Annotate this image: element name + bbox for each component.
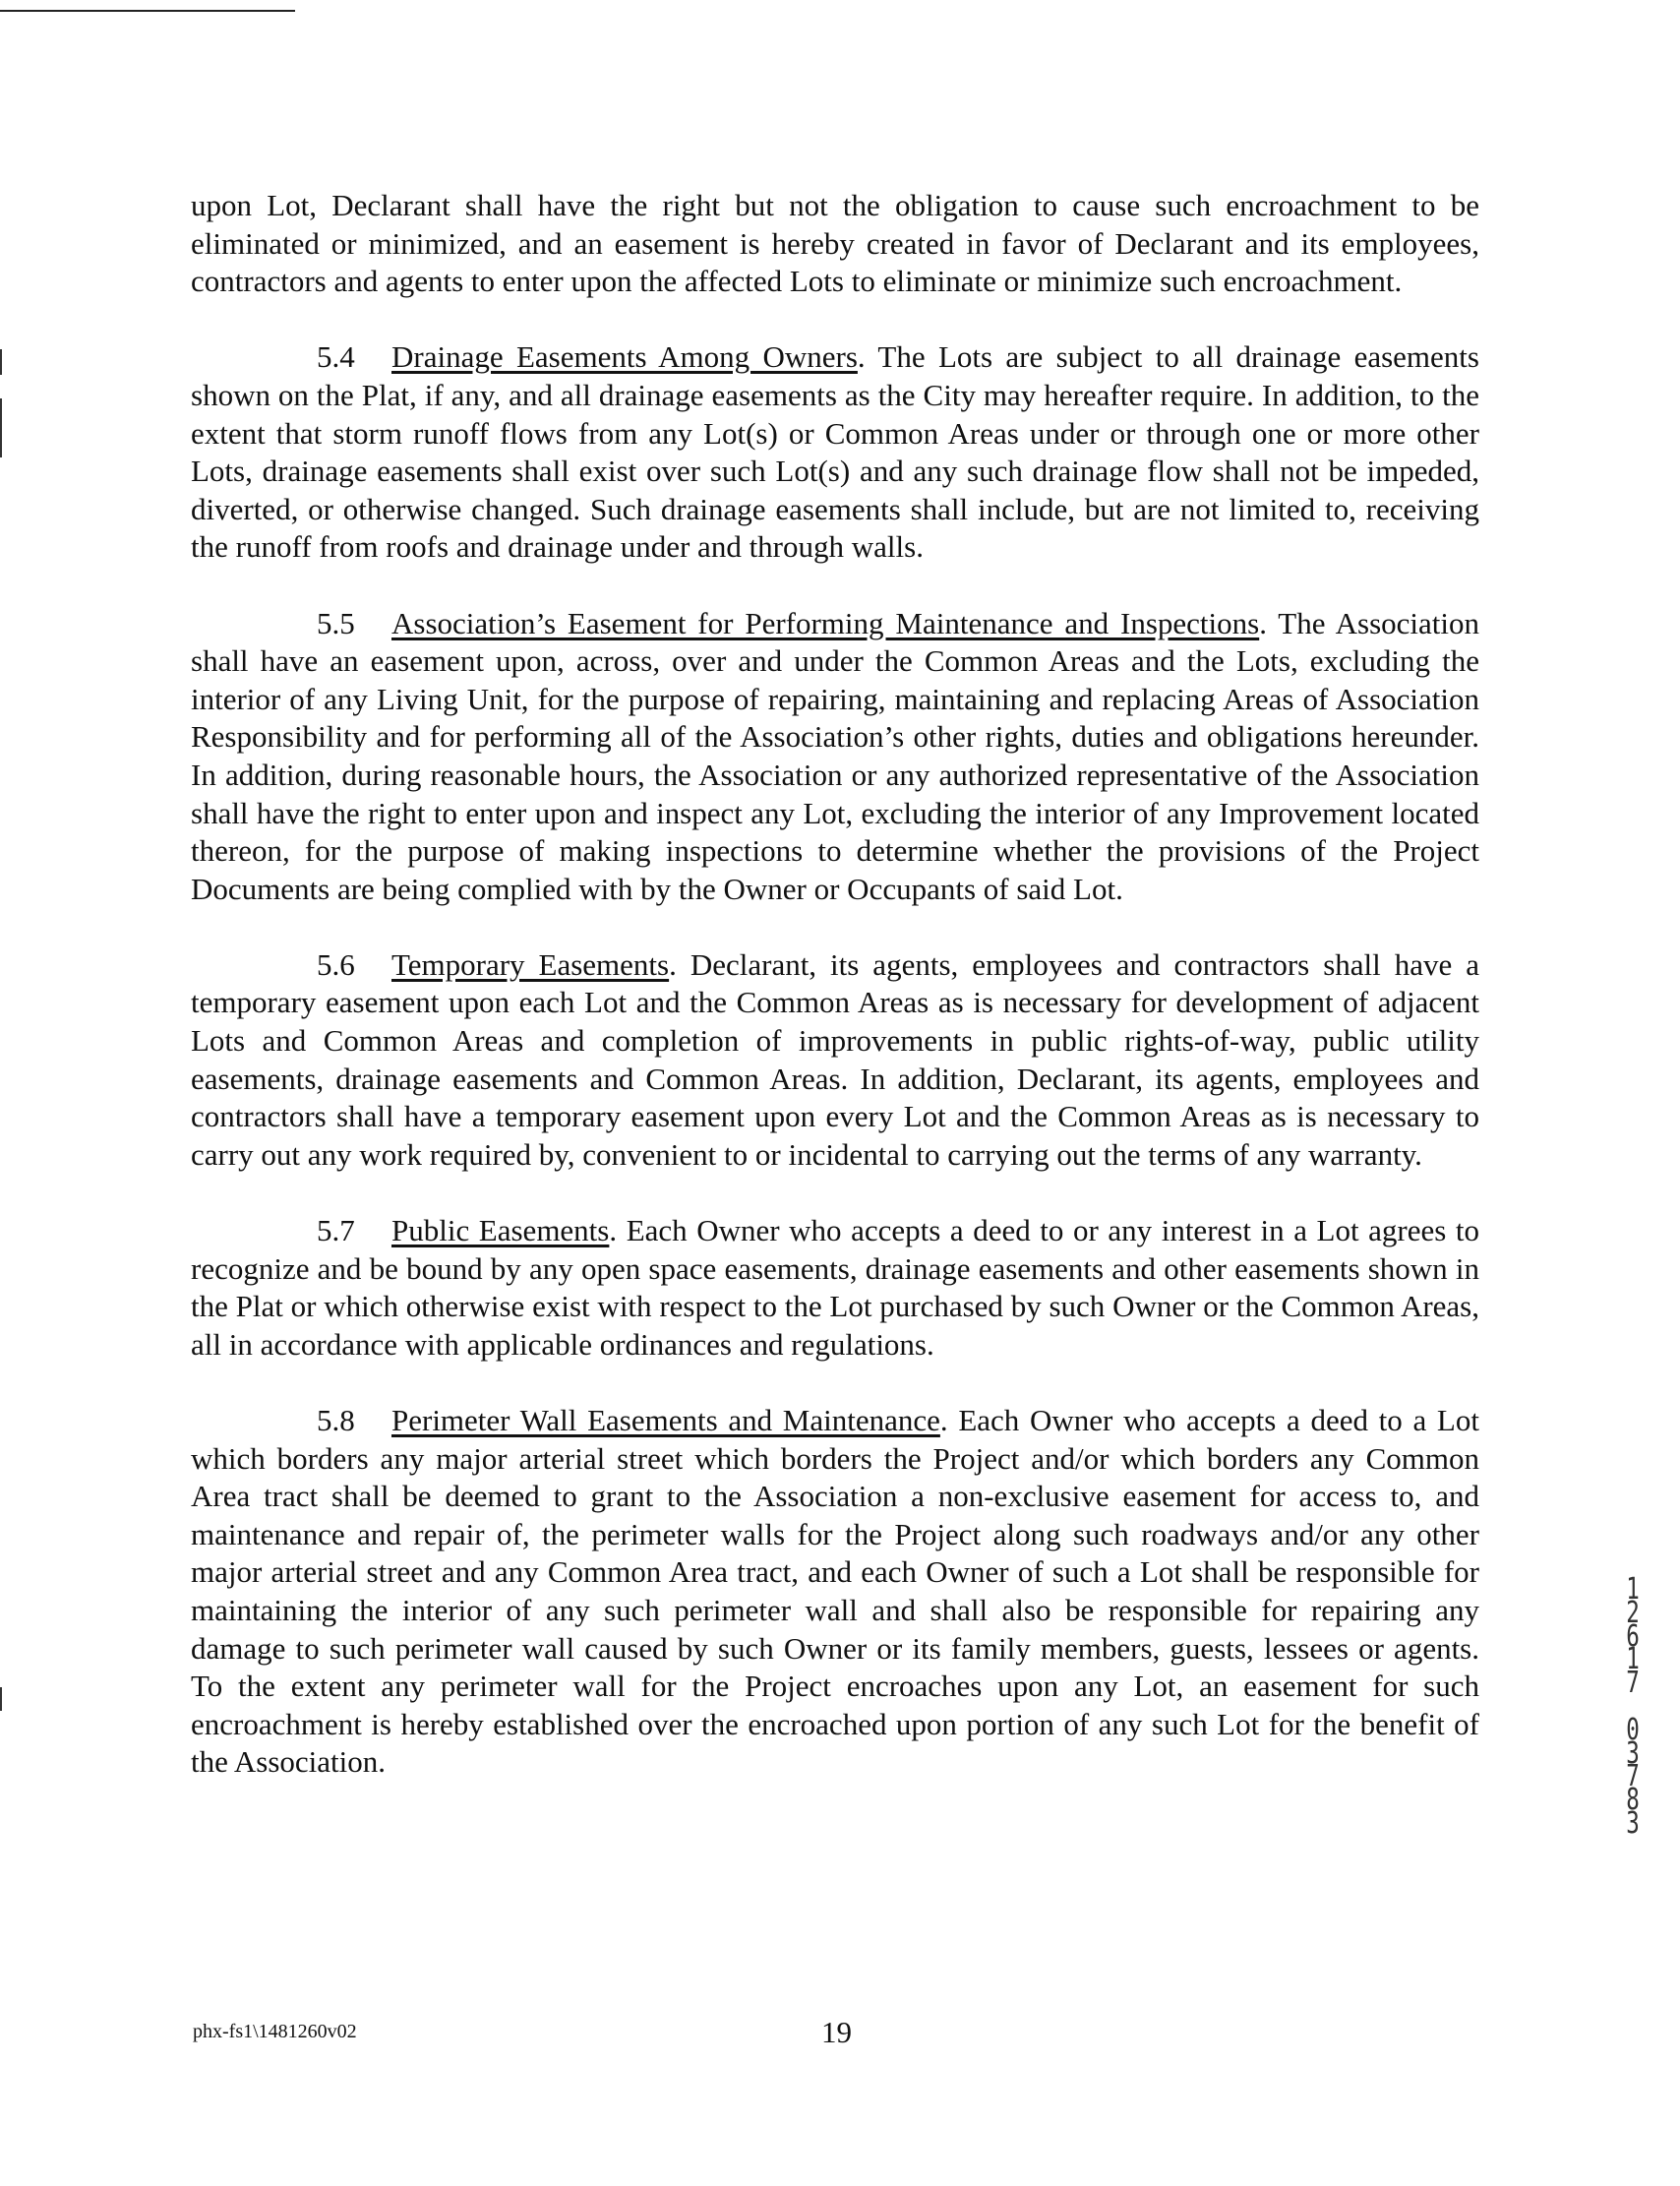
section-title: Drainage Easements Among Owners (391, 339, 858, 375)
section-title: Temporary Easements (391, 946, 670, 982)
section-text: . Declarant, its agents, employees and contractors shall have a temporary easement upon each Lot and the Common Areas as is necessary for development of adjacent Lots and Common Areas and completion of improvements in public rights-of-way, public utility easements, drainage easements and Common Areas. In addition, Declarant, its agents, employees and contractors shall have a temporary easement upon every Lot and the Common Areas as is necessary to carry out any work required by, convenient to or incidental to carrying out the terms of any warranty. (191, 946, 1480, 1172)
section-text: . The Association shall have an easement upon, across, over and under the Common Areas and the Lots, excluding the interior of any Living Unit, for the purpose of repairing, maintaining and replacing Areas of Association Responsibility and for performing all of the Association’s other rights, duties and obligations hereunder. In addition, during reasonable hours, the Association or any authorized representative of the Association shall have the right to enter upon and inspect any Lot, excluding the interior of any Improvement located thereon, for the purpose of making inspections to determine whether the provisions of the Project Documents are being complied with by the Owner or Occupants of said Lot. (191, 605, 1480, 906)
recording-stamp (1622, 1572, 1645, 1841)
continuation-paragraph: upon Lot, Declarant shall have the right but not the obligation to cause such encroachment to be eliminated or minimized, and an easement is hereby created in favor of Declarant and its employees, contractors and agents to enter upon the affected Lots to eliminate or minimize such encroachment. (191, 188, 1479, 299)
section-text: . Each Owner who accepts a deed to or any interest in a Lot agrees to recognize and be bound by any open space easements, drainage easements and other easements shown in the Plat or which otherwise exist with respect to the Lot purchased by such Owner or the Common Areas, all in accordance with applicable ordinances and regulations. (191, 1213, 1479, 1362)
footer-document-id: phx-fs1\1481260v02 (193, 2021, 357, 2042)
recording-stamp-page: 03783 (1626, 1712, 1640, 1841)
left-edge-mark (0, 1687, 2, 1711)
section-number: 5.8 (317, 1403, 355, 1437)
recording-stamp-book: 12617 (1626, 1572, 1640, 1701)
section-number: 5.6 (317, 946, 355, 982)
section-5-6 (191, 946, 1479, 1175)
page-number: 19 (821, 2015, 852, 2049)
section-text: . Each Owner who accepts a deed to a Lot which borders any major arterial street which borders the Project and/or which borders any Common Area tract shall be deemed to grant to the Association a non-exclusive easement for access to, and maintenance and repair of, the perimeter walls for the Project along such roadways and/or any other major arterial street and any Common Area tract, and each Owner of such a Lot shall be responsible for maintaining the interior of any such perimeter wall and shall also be responsible for repairing any damage to such perimeter wall caused by such Owner or its family members, guests, lessees or agents. To the extent any perimeter wall for the Project encroaches upon any Lot, an easement for such encroachment is hereby established over the encroached upon portion of any such Lot for the benefit of the Association. (191, 1403, 1479, 1780)
section-title: Perimeter Wall Easements and Maintenance (391, 1403, 940, 1437)
section-5-5 (191, 605, 1479, 909)
top-edge-rule (0, 10, 295, 12)
section-5-4 (191, 338, 1479, 567)
section-5-7 (191, 1212, 1479, 1364)
left-edge-mark (0, 398, 2, 457)
section-number: 5.7 (317, 1213, 355, 1248)
section-title: Public Easements (391, 1213, 610, 1248)
left-edge-mark (0, 349, 2, 375)
section-5-8 (191, 1402, 1479, 1782)
section-title: Association’s Easement for Performing Maintenance and Inspections (391, 605, 1260, 640)
section-number: 5.4 (317, 339, 355, 375)
document-body (191, 187, 1479, 1820)
section-text: . The Lots are subject to all drainage easements shown on the Plat, if any, and all drainage easements as the City may hereafter require. In addition, to the extent that storm runoff flows from any Lot(s) or Common Areas under or through one or more other Lots, drainage easements shall exist over such Lot(s) and any such drainage flow shall not be impeded, diverted, or otherwise changed. Such drainage easements shall include, but are not limited to, receiving the runoff from roofs and drainage under and through walls. (191, 339, 1479, 565)
section-number: 5.5 (317, 605, 355, 640)
